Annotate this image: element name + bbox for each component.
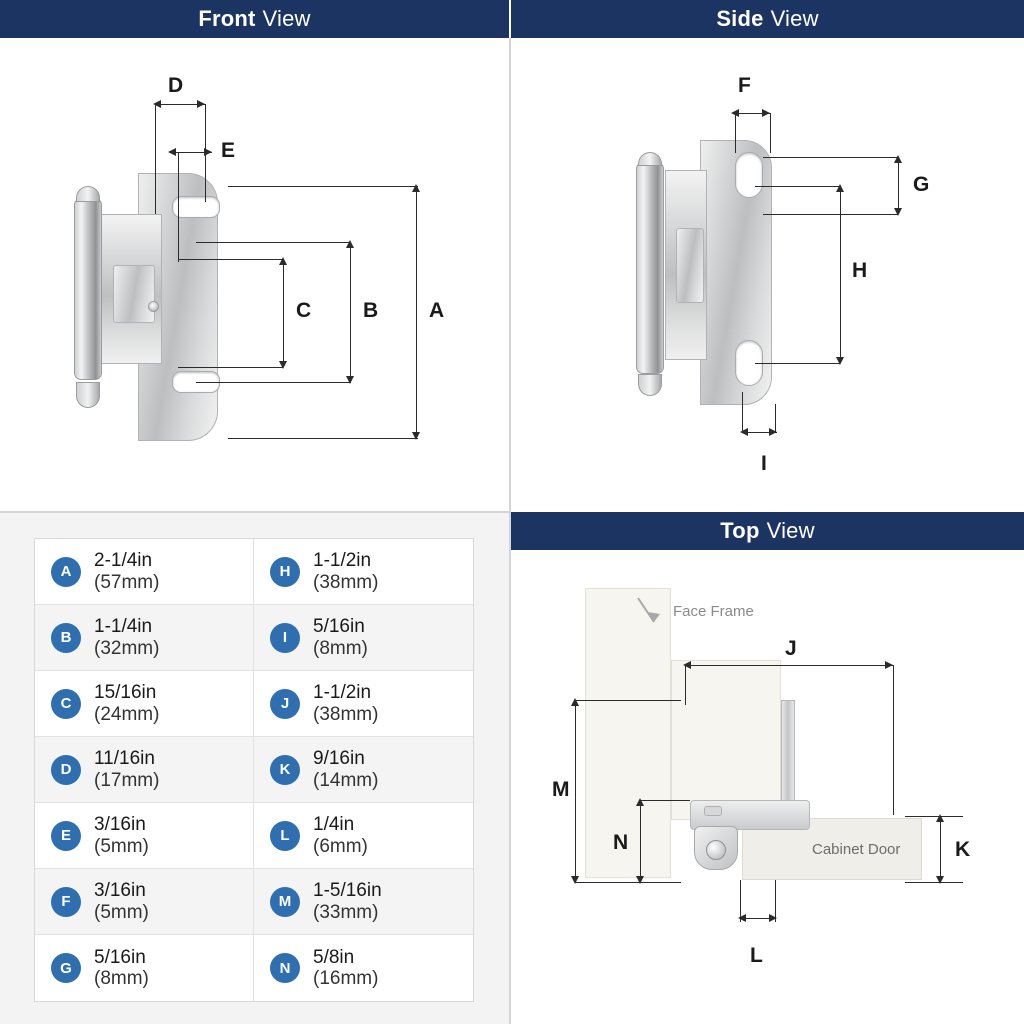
legend-badge: H <box>270 557 300 587</box>
legend-badge: B <box>51 623 81 653</box>
front-pivot-hole <box>148 301 159 312</box>
legend-right-column <box>254 539 473 1001</box>
legend-value-imperial: 1/4in <box>313 814 355 836</box>
dim-label-K: K <box>955 838 971 861</box>
legend-value-imperial: 5/16in <box>94 946 146 968</box>
legend-row <box>35 935 254 1001</box>
legend-value <box>94 880 149 923</box>
horizontal-divider <box>0 511 509 513</box>
legend-row <box>35 803 254 869</box>
dim-arrow-G-up <box>894 155 902 163</box>
side-slot-top <box>735 152 763 198</box>
dim-line-K <box>940 816 941 882</box>
dim-arrow-A-down <box>412 432 420 440</box>
legend-badge: A <box>51 557 81 587</box>
legend-row <box>35 737 254 803</box>
legend-value-imperial: 9/16in <box>313 748 365 770</box>
top-view-face-frame <box>671 660 781 820</box>
legend-row <box>254 803 473 869</box>
legend-value-metric: (32mm) <box>94 637 160 659</box>
dim-arrow-L-left <box>738 914 746 922</box>
dim-line-M <box>575 700 576 882</box>
legend-value <box>94 748 159 791</box>
top-view-pin <box>706 840 726 860</box>
dim-ext-H-top <box>755 186 840 187</box>
dim-line-A <box>416 186 417 438</box>
top-view-screw <box>704 806 722 816</box>
legend-value-imperial: 5/16in <box>313 616 365 638</box>
dim-line-J <box>685 665 893 666</box>
dim-arrow-J-right <box>885 661 893 669</box>
dim-arrow-M-up <box>571 698 579 706</box>
dim-line-N <box>640 800 641 882</box>
dim-arrow-K-down <box>936 876 944 884</box>
legend-row <box>254 737 473 803</box>
dimension-legend-table <box>34 538 474 1002</box>
dim-label-G: G <box>913 173 930 196</box>
legend-row <box>254 869 473 935</box>
legend-value-imperial: 1-1/2in <box>313 682 372 704</box>
legend-value <box>313 880 382 923</box>
legend-row <box>35 671 254 737</box>
legend-badge: G <box>51 953 81 983</box>
legend-value <box>313 947 378 990</box>
dim-ext-F-right <box>770 113 771 153</box>
legend-value-imperial: 5/8in <box>313 946 355 968</box>
dim-ext-G-top <box>763 157 898 158</box>
dim-arrow-N-up <box>636 798 644 806</box>
legend-value-imperial: 3/16in <box>94 880 146 902</box>
legend-value <box>94 814 149 857</box>
dim-ext-H-bottom <box>755 363 840 364</box>
top-view-title-bold: Top <box>720 518 760 543</box>
legend-value-imperial: 1-5/16in <box>313 880 382 902</box>
legend-value-metric: (38mm) <box>313 571 379 593</box>
legend-value <box>94 682 159 725</box>
dim-line-B <box>350 242 351 382</box>
dim-arrow-G-down <box>894 208 902 216</box>
legend-row <box>254 935 473 1001</box>
dim-arrow-C-down <box>279 361 287 369</box>
legend-badge: J <box>270 689 300 719</box>
legend-value-imperial: 1-1/4in <box>94 616 153 638</box>
dim-ext-I-left <box>742 392 743 432</box>
panel-header-top-view <box>511 512 1024 550</box>
panel-header-side-view <box>511 0 1024 38</box>
face-frame-label: Face Frame <box>673 603 754 620</box>
face-frame-leader-arrow-icon <box>636 596 672 632</box>
dim-line-C <box>283 259 284 367</box>
dim-arrow-B-down <box>346 376 354 384</box>
dim-ext-M-top <box>575 700 681 701</box>
legend-badge: M <box>270 887 300 917</box>
panel-header-front-view <box>0 0 509 38</box>
dim-label-M: M <box>552 778 570 801</box>
legend-value <box>313 748 378 791</box>
dim-label-A: A <box>429 299 445 322</box>
front-view-title-light: View <box>262 6 311 31</box>
dim-arrow-C-up <box>279 257 287 265</box>
dim-arrow-I-left <box>740 428 748 436</box>
front-hinge-cam <box>113 265 155 323</box>
legend-value-metric: (17mm) <box>94 769 160 791</box>
dim-ext-J-left <box>685 665 686 705</box>
dim-label-I: I <box>761 452 767 475</box>
legend-value <box>94 550 159 593</box>
legend-value-metric: (6mm) <box>313 835 368 857</box>
dim-ext-J-right <box>893 665 894 815</box>
legend-value <box>313 814 368 857</box>
dim-ext-C-bottom <box>178 367 283 368</box>
legend-row <box>35 605 254 671</box>
dim-ext-D-left <box>155 104 156 214</box>
dim-label-L: L <box>750 944 763 967</box>
legend-row <box>254 671 473 737</box>
dim-ext-B-top <box>196 242 351 243</box>
dim-label-D: D <box>168 74 184 97</box>
front-slot-top <box>172 196 220 218</box>
dim-arrow-E-left <box>168 148 176 156</box>
legend-value-imperial: 15/16in <box>94 682 157 704</box>
legend-value <box>313 682 378 725</box>
legend-badge: I <box>270 623 300 653</box>
side-hinge-cam <box>676 228 704 303</box>
legend-value-metric: (38mm) <box>313 703 379 725</box>
dim-ext-B-bottom <box>196 382 351 383</box>
legend-row <box>254 539 473 605</box>
dim-line-H <box>840 186 841 363</box>
legend-value-imperial: 2-1/4in <box>94 550 153 572</box>
cabinet-door-label: Cabinet Door <box>812 841 901 858</box>
legend-left-column <box>35 539 254 1001</box>
dim-ext-G-bottom <box>763 214 898 215</box>
legend-value-metric: (33mm) <box>313 901 379 923</box>
legend-value-metric: (5mm) <box>94 835 149 857</box>
legend-value <box>94 616 159 659</box>
dim-line-G <box>898 157 899 214</box>
front-view-title-bold: Front <box>198 6 256 31</box>
legend-row <box>35 869 254 935</box>
legend-row <box>35 539 254 605</box>
dim-label-J: J <box>785 637 797 660</box>
side-view-title-light: View <box>770 6 819 31</box>
legend-badge: K <box>270 755 300 785</box>
legend-value-metric: (16mm) <box>313 968 379 989</box>
dim-ext-N-top <box>640 800 690 801</box>
dim-ext-M-bottom <box>575 882 681 883</box>
legend-value <box>313 550 378 593</box>
legend-badge: F <box>51 887 81 917</box>
dim-arrow-H-down <box>836 357 844 365</box>
dim-arrow-H-up <box>836 184 844 192</box>
dim-ext-A-top <box>228 186 418 187</box>
legend-value-imperial: 1-1/2in <box>313 550 372 572</box>
front-barrel-finial-bottom <box>76 382 100 408</box>
dim-ext-F-left <box>735 113 736 153</box>
dim-arrow-B-up <box>346 240 354 248</box>
dim-arrow-M-down <box>571 876 579 884</box>
front-hinge-barrel <box>74 198 102 380</box>
legend-badge: E <box>51 821 81 851</box>
dim-label-E: E <box>221 139 236 162</box>
dim-label-C: C <box>296 299 312 322</box>
dim-arrow-E-right <box>204 148 212 156</box>
legend-value-imperial: 11/16in <box>94 748 155 770</box>
dim-label-B: B <box>363 299 379 322</box>
legend-value <box>313 616 368 659</box>
legend-badge: D <box>51 755 81 785</box>
legend-value-metric: (14mm) <box>313 769 379 791</box>
legend-value <box>94 947 149 990</box>
dim-ext-E <box>178 152 179 262</box>
top-view-title-light: View <box>766 518 815 543</box>
dim-arrow-I-right <box>769 428 777 436</box>
dim-arrow-K-up <box>936 814 944 822</box>
dim-arrow-L-right <box>769 914 777 922</box>
legend-value-metric: (24mm) <box>94 703 160 725</box>
dim-ext-K-top <box>905 816 963 817</box>
legend-value-metric: (5mm) <box>94 901 149 923</box>
legend-badge: L <box>270 821 300 851</box>
side-view-title-bold: Side <box>716 6 764 31</box>
legend-row <box>254 605 473 671</box>
legend-badge: C <box>51 689 81 719</box>
legend-value-metric: (8mm) <box>94 968 149 989</box>
legend-value-metric: (57mm) <box>94 571 160 593</box>
side-hinge-barrel <box>636 162 664 374</box>
vertical-divider <box>509 38 511 1024</box>
dim-arrow-F-right <box>762 109 770 117</box>
dim-arrow-A-up <box>412 184 420 192</box>
dim-ext-C-top <box>178 259 283 260</box>
dim-label-N: N <box>613 831 629 854</box>
dim-label-F: F <box>738 74 751 97</box>
legend-value-metric: (8mm) <box>313 637 368 659</box>
legend-value-imperial: 3/16in <box>94 814 146 836</box>
legend-badge: N <box>270 953 300 983</box>
dim-ext-K-bottom <box>905 882 963 883</box>
dim-arrow-N-down <box>636 876 644 884</box>
dim-arrow-D-right <box>197 100 205 108</box>
dim-ext-A-bottom <box>228 438 418 439</box>
dim-label-H: H <box>852 259 868 282</box>
